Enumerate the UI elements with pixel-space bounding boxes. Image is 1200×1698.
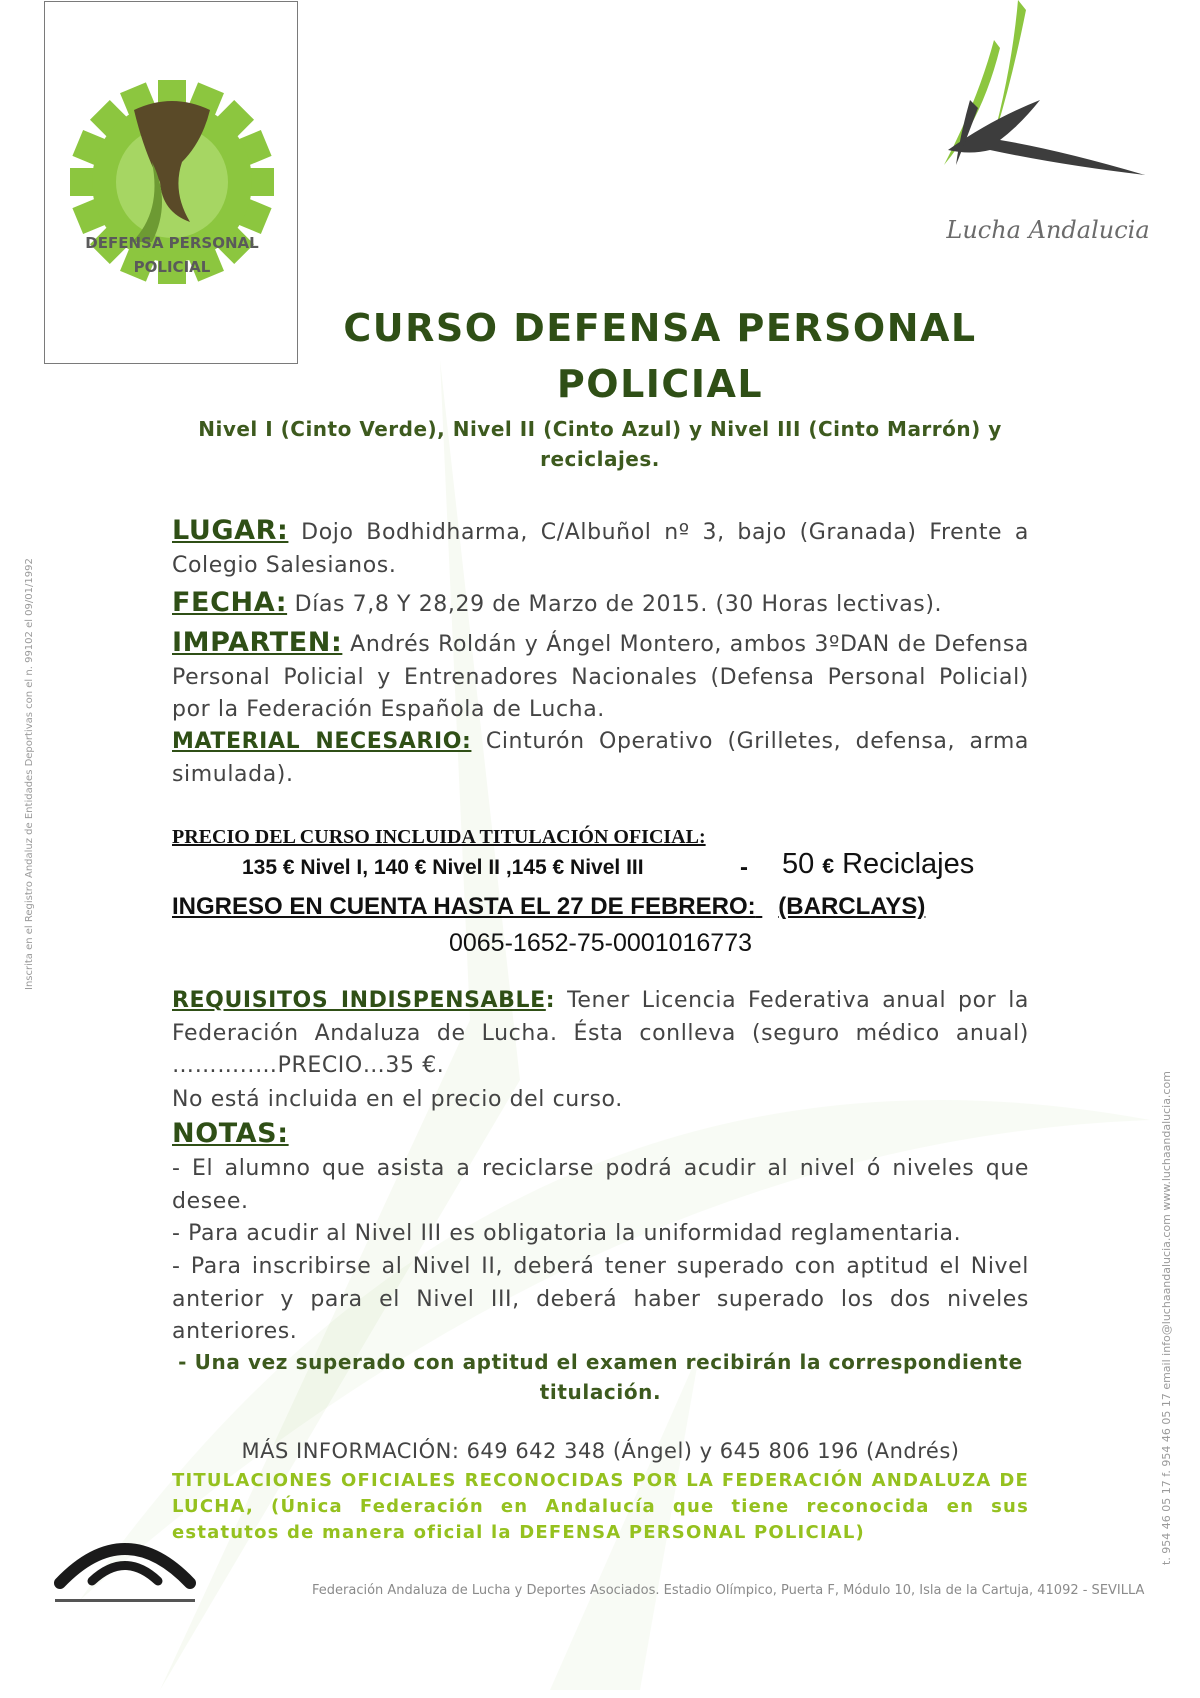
lucha-andalucia-emblem-icon [930,0,1160,250]
page-title-line2: POLICIAL [556,362,764,406]
lugar-paragraph [172,515,1029,582]
fecha-text: Días 7,8 Y 28,29 de Marzo de 2015. (30 Horas lectivas). [287,592,943,617]
fecha-paragraph [172,587,1029,622]
notas-label-text: NOTAS: [172,1118,289,1149]
more-info: MÁS INFORMACIÓN: 649 642 348 (Ángel) y 645 806 196 (Andrés) [241,1439,960,1463]
notas-label [172,1118,1029,1153]
lugar-text: Dojo Bodhidharma, C/Albuñol nº 3, bajo (Granada) Frente a Colegio Salesianos. [172,520,1029,578]
lugar-label: LUGAR: [172,515,289,546]
precio-title: PRECIO DEL CURSO INCLUIDA TITULACIÓN OFICIAL: [172,826,706,848]
requisitos-note: No está incluida en el precio del curso. [172,1087,623,1112]
subtitle-line1: Nivel I (Cinto Verde), Nivel II (Cinto Azul) y Nivel III (Cinto Marrón) y [198,417,1002,441]
page-title-line1: CURSO DEFENSA PERSONAL [343,306,977,350]
reciclajes-label: Reciclajes [842,848,975,880]
registry-vertical-text: Inscrita en el Registro Andaluz de Entidades Deportivas con el n. 99102 el 09/01/1992 [24,558,35,990]
material-text: Cinturón Operativo (Grilletes, defensa, arma simulada). [172,729,1029,787]
price-dash: - [740,854,748,881]
nota-item: - Para acudir al Nivel III es obligatoria la uniformidad reglamentaria. [172,1221,962,1246]
price-levels: 135 € Nivel I, 140 € Nivel II ,145 € Nivel III [242,856,644,879]
nota-item: - El alumno que asista a reciclarse podrá acudir al nivel ó niveles que desee. [172,1156,1029,1214]
ingreso-text: INGRESO EN CUENTA HASTA EL 27 DE FEBRERO: [172,893,756,920]
requisitos-text: Tener Licencia Federativa anual por la Federación Andaluza de Lucha. Ésta conlleva (seguro médico anual) ………..…PRECIO…35 €. [172,988,1029,1078]
bank-name: (BARCLAYS) [778,893,926,920]
imparten-paragraph [172,627,1029,727]
subtitle-line2: reciclajes. [540,447,660,471]
fecha-label: FECHA: [172,587,288,618]
junta-andalucia-logo [50,1525,200,1605]
contact-vertical-text: t. 954 46 05 17 f. 954 46 05 17 email info@luchaandalucia.com www.luchaandalucia.com [1160,1071,1173,1565]
logo-text-line1: DEFENSA PERSONAL [85,234,259,252]
ingreso-line [172,893,925,921]
material-paragraph [172,726,1029,791]
nota-final-line2: titulación. [539,1380,662,1404]
reciclajes-amount: 50 [782,848,815,880]
requisitos-paragraph [172,985,1029,1083]
reciclajes-price [782,848,974,881]
junta-arc-icon [50,1525,200,1605]
imparten-label: IMPARTEN: [172,627,343,658]
footer-address: Federación Andaluza de Lucha y Deportes Asociados. Estadio Olímpico, Puerta F, Módulo 10, Isla de la Cartuja, 41092 - SEVILLA [312,1583,1145,1598]
lucha-andalucia-text: Lucha Andalucia [946,216,1150,244]
imparten-text: Andrés Roldán y Ángel Montero, ambos 3ºDAN de Defensa Personal Policial y Entrenadores Nacionales (Defensa Personal Policial) por la Federación Española de Lucha. [172,632,1029,722]
account-number: 0065-1652-75-0001016773 [448,929,753,957]
logo-text-line2: POLICIAL [133,258,211,276]
requisitos-label: REQUISITOS INDISPENSABLE [172,988,546,1013]
titulaciones-text: TITULACIONES OFICIALES RECONOCIDAS POR LA FEDERACIÓN ANDALUZA DE LUCHA, (Única Federación en Andalucía que tiene reconocida en sus estatutos de manera oficial la DEFENSA PERSONAL POLICIAL) [172,1470,1029,1543]
requisitos-colon: : [545,988,556,1013]
reciclajes-currency: € [822,855,835,878]
nota-final-line1: - Una vez superado con aptitud el examen recibirán la correspondiente [178,1350,1023,1374]
lucha-andalucia-logo [930,0,1160,250]
nota-item: - Para inscribirse al Nivel II, deberá tener superado con aptitud el Nivel anterior y para el Nivel III, deberá haber superado los dos niveles anteriores. [172,1254,1029,1344]
material-label: MATERIAL NECESARIO: [172,729,472,754]
